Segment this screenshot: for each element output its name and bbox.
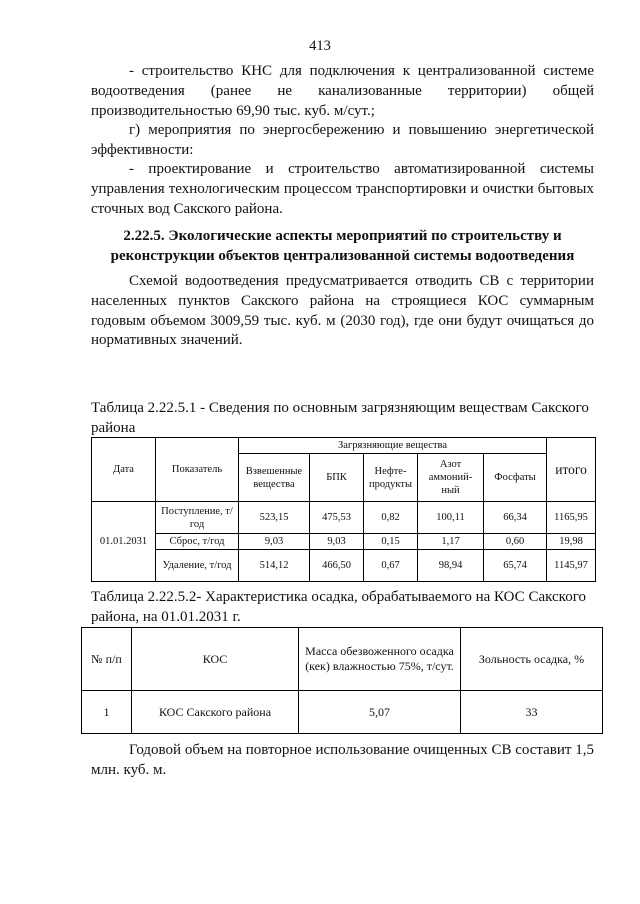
value-cell: 0,15 <box>364 534 418 550</box>
header-pollutant: Взвешенные вещества <box>239 454 310 502</box>
row-kos-name: КОС Сакского района <box>132 691 299 734</box>
value-cell: 100,11 <box>418 502 484 534</box>
value-cell: 475,53 <box>310 502 364 534</box>
row-mass: 5,07 <box>299 691 461 734</box>
paragraph-kns: - строительство КНС для подключения к централизованной системе водоотведения (ранее не канализованные территории) общей производительностью 69,90 тыс. куб. м/сут.; <box>91 63 594 119</box>
header-date: Дата <box>92 438 156 502</box>
page-number: 413 <box>309 38 331 54</box>
header-total: итого <box>547 438 596 502</box>
total-cell: 1165,95 <box>547 502 596 534</box>
header-indicator: Показатель <box>156 438 239 502</box>
sludge-table <box>81 627 603 734</box>
header-mass: Масса обезвоженного осадка (кек) влажностью 75%, т/сут. <box>299 628 461 691</box>
table-row <box>92 550 596 582</box>
table-row <box>92 534 596 550</box>
value-cell: 65,74 <box>484 550 547 582</box>
value-cell: 1,17 <box>418 534 484 550</box>
value-cell: 523,15 <box>239 502 310 534</box>
row-number: 1 <box>82 691 132 734</box>
section-heading-line2: реконструкции объектов централизованной системы водоотведения <box>110 247 575 264</box>
date-cell: 01.01.2031 <box>92 502 156 582</box>
value-cell: 514,12 <box>239 550 310 582</box>
value-cell: 9,03 <box>239 534 310 550</box>
header-pollutants-group: Загрязняющие вещества <box>239 438 547 454</box>
total-cell: 1145,97 <box>547 550 596 582</box>
value-cell: 0,60 <box>484 534 547 550</box>
header-pollutant: Азот аммоний-ный <box>418 454 484 502</box>
total-cell: 19,98 <box>547 534 596 550</box>
header-number: № п/п <box>82 628 132 691</box>
section-heading <box>91 227 594 267</box>
table-row <box>92 502 596 534</box>
value-cell: 0,67 <box>364 550 418 582</box>
value-cell: 98,94 <box>418 550 484 582</box>
row-label: Удаление, т/год <box>156 550 239 582</box>
header-ash: Зольность осадка, % <box>461 628 603 691</box>
table-row <box>82 691 603 734</box>
table1-caption: Таблица 2.22.5.1 - Сведения по основным загрязняющим веществам Сакского района <box>91 400 589 436</box>
table2-caption: Таблица 2.22.5.2- Характеристика осадка, обрабатываемого на КОС Сакского района, на 01.01.2031 г. <box>91 589 586 625</box>
paragraph-automation: - проектирование и строительство автоматизированной системы управления технологическим процессом транспортировки и очистки бытовых сточных вод Сакского района. <box>91 161 594 217</box>
header-kos: КОС <box>132 628 299 691</box>
value-cell: 0,82 <box>364 502 418 534</box>
paragraph-scheme: Схемой водоотведения предусматривается отводить СВ с территории населенных пунктов Сакского района на строящиеся КОС суммарным годовым объемом 3009,59 тыс. куб. м (2030 год), где они будут очищаться до нормативных значений. <box>91 273 594 349</box>
value-cell: 466,50 <box>310 550 364 582</box>
pollutants-table <box>91 437 596 582</box>
paragraph-energy: г) мероприятия по энергосбережению и повышению энергетической эффективности: <box>91 122 594 158</box>
header-pollutant: Нефте-продукты <box>364 454 418 502</box>
paragraph-reuse: Годовой объем на повторное использование очищенных СВ составит 1,5 млн. куб. м. <box>91 742 594 778</box>
value-cell: 66,34 <box>484 502 547 534</box>
row-ash: 33 <box>461 691 603 734</box>
row-label: Поступление, т/год <box>156 502 239 534</box>
header-pollutant: Фосфаты <box>484 454 547 502</box>
header-pollutant: БПК <box>310 454 364 502</box>
section-heading-line1: 2.22.5. Экологические аспекты мероприятий по строительству и <box>123 228 562 244</box>
value-cell: 9,03 <box>310 534 364 550</box>
row-label: Сброс, т/год <box>156 534 239 550</box>
